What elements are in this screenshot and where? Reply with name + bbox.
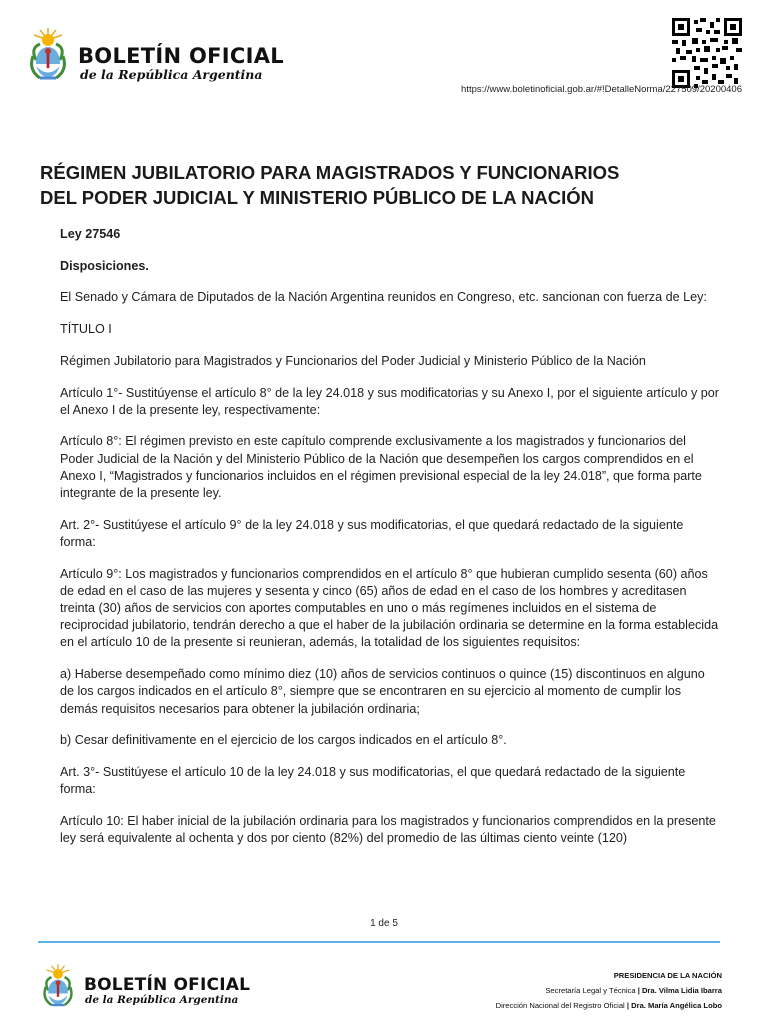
footer-credit-line-1	[496, 983, 722, 998]
title-name: Régimen Jubilatorio para Magistrados y Funcionarios del Poder Judicial y Ministerio Público de la Nación	[60, 353, 646, 368]
footer-org: PRESIDENCIA DE LA NACIÓN	[613, 971, 722, 980]
document-body	[60, 226, 720, 862]
footer-separator: |	[637, 986, 640, 995]
footer-title: BOLETÍN OFICIAL	[84, 975, 251, 995]
footer-secretaria: Secretaría Legal y Técnica	[545, 986, 636, 995]
article-paragraph: Artículo 10: El haber inicial de la jubilación ordinaria para los magistrados y funcionarios comprendidos en la presente ley será equivalente al ochenta y dos por ciento (82%) del promedio de las últimas ciento veinte (120)	[60, 813, 716, 846]
page-number: 1 de 5	[370, 918, 398, 929]
argentina-coat-of-arms-icon	[40, 962, 76, 1012]
article-paragraph: Art. 2°- Sustitúyese el artículo 9° de la ley 24.018 y sus modificatorias, el que quedará redactado de la siguiente forma:	[60, 517, 684, 549]
footer-direccion-name: Dra. María Angélica Lobo	[631, 1001, 722, 1010]
article-paragraph: Art. 3°- Sustitúyese el artículo 10 de la ley 24.018 y sus modificatorias, el que quedará redactado de la siguiente forma:	[60, 764, 686, 797]
article-paragraph: Artículo 8°: El régimen previsto en este capítulo comprende exclusivamente a los magistrados y funcionarios del Poder Judicial de la Nación y del Ministerio Público de la Nación que desempeñen los cargos comprendidos en el Anexo I, “Magistrados y funcionarios incluidos en el régimen previsional especial de la ley 24.018”, que forma parte integrante de la presente ley.	[60, 434, 702, 501]
article-paragraph: Artículo 9°: Los magistrados y funcionarios comprendidos en el artículo 8° que hubieran cumplido sesenta (60) años de edad en el caso de las mujeres y sesenta y cinco (65) años de edad en el caso de los hombres y acreditasen treinta (30) años de servicios con aportes computables en uno o más regímenes incluidos en el sistema de reciprocidad jubilatorio, tendrán derecho a que el haber de la jubilación ordinaria se determine en la forma establecida en el artículo 10 de la presente si reunieran, además, la totalidad de los siguientes requisitos:	[60, 566, 719, 650]
footer-separator: |	[626, 1001, 629, 1010]
header-title: BOLETÍN OFICIAL	[78, 44, 284, 68]
article-paragraph: b) Cesar definitivamente en el ejercicio de los cargos indicados en el artículo 8°.	[60, 733, 507, 748]
footer-divider	[38, 941, 720, 943]
footer-subtitle: de la República Argentina	[85, 994, 239, 1006]
qr-code-icon	[672, 18, 742, 88]
title-heading: TÍTULO I	[60, 322, 112, 337]
document-title	[40, 160, 740, 210]
article-paragraph: a) Haberse desempeñado como mínimo diez (10) años de servicios continuos o quince (15) discontinuos en alguno de los cargos indicados en el artículo 8°, siempre que se encontraren en su ejercicio al momento de cumplir los demás requisitos necesarios para obtener la jubilación ordinaria;	[60, 667, 705, 716]
footer-direccion: Dirección Nacional del Registro Oficial	[495, 1001, 625, 1010]
argentina-coat-of-arms-icon	[26, 26, 70, 86]
section-label: Disposiciones.	[60, 258, 149, 273]
document-url[interactable]: https://www.boletinoficial.gob.ar/#!DetalleNorma/227509/20200406	[461, 84, 742, 95]
article-paragraph: Artículo 1°- Sustitúyense el artículo 8° de la ley 24.018 y sus modificatorias y su Anexo I, por el siguiente artículo y por el Anexo I de la presente ley, respectivamente:	[60, 385, 719, 417]
footer-credit-line-2	[496, 998, 722, 1013]
document-title-line-1: RÉGIMEN JUBILATORIO PARA MAGISTRADOS Y FUNCIONARIOS	[40, 162, 620, 183]
document-title-line-2: DEL PODER JUDICIAL Y MINISTERIO PÚBLICO DE LA NACIÓN	[40, 187, 595, 208]
footer-secretaria-name: Dra. Vilma Lidia Ibarra	[641, 986, 722, 995]
footer-credits	[496, 968, 722, 1013]
header-subtitle: de la República Argentina	[80, 67, 263, 82]
law-number: Ley 27546	[60, 227, 121, 241]
preamble: El Senado y Cámara de Diputados de la Nación Argentina reunidos en Congreso, etc. sancionan con fuerza de Ley:	[60, 290, 707, 305]
